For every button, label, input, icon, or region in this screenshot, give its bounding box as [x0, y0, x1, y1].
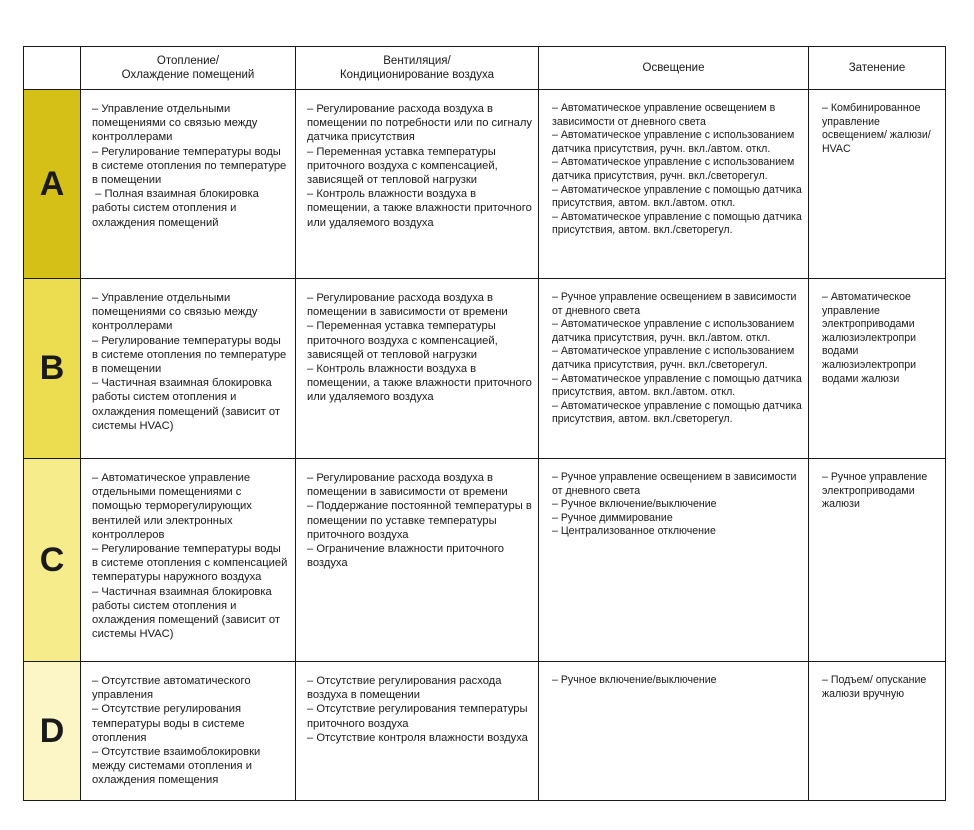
cell-b-shading [809, 279, 946, 459]
corner-cell [24, 47, 81, 90]
list-item: – Переменная уставка температуры приточного воздуха с компенсацией, зависящей от тепловой нагрузки [307, 320, 501, 361]
header-lighting: Освещение [539, 47, 809, 90]
list-item: – Регулирование температуры воды в системе отопления по температуре в помещении [92, 145, 290, 187]
list-item: – Отсутствие взаимоблокировки между системами отопления и охлаждения помещения [92, 746, 264, 787]
class-letter-a: A [24, 90, 81, 279]
header-row [24, 47, 946, 90]
cell-c-ventilation [296, 459, 539, 662]
header-shading: Затенение [809, 47, 946, 90]
list-item: – Автоматическое управление освещением в зависимости от дневного света [552, 102, 779, 128]
list-item: – Контроль влажности воздуха в помещении, а также влажности приточного или удаляемого воздуха [307, 363, 535, 404]
cell-d-ventilation [296, 662, 539, 801]
list-item: – Автоматическое управление с помощью датчика присутствия, автом. вкл./автом. откл. [552, 183, 805, 210]
list-item: – Ограничение влажности приточного воздуха [307, 543, 508, 570]
list-item: – Частичная взаимная блокировка работы систем отопления и охлаждения помещений (зависит от системы HVAC) [92, 377, 284, 432]
list-item: – Автоматическое управление с помощью датчика присутствия, автом. вкл./светорегул. [552, 210, 805, 237]
list-item: – Автоматическое управление отдельными помещениями с помощью терморегулирующих вентилей или электронных контроллеров [92, 472, 255, 541]
list-item: – Ручное диммирование [552, 511, 673, 524]
list-item: – Регулирование температуры воды в системе отопления с компенсацией температуры наружного воздуха [92, 543, 291, 584]
cell-c-lighting [539, 459, 809, 662]
list-item: – Автоматическое управление электроприводами жалюзиэлектропри водами жалюзиэлектропри водами жалюзи [822, 291, 920, 385]
header-ventilation: Вентиляция/ Кондиционирование воздуха [296, 47, 539, 90]
cell-a-lighting [539, 90, 809, 279]
cell-d-lighting [539, 662, 809, 801]
list-item: – Отсутствие автоматического управления [92, 675, 254, 702]
list-item: – Подъем/ опускание жалюзи вручную [822, 674, 930, 700]
cell-a-heating [81, 90, 296, 279]
cell-a-ventilation [296, 90, 539, 279]
list-item: – Автоматическое управление с использованием датчика присутствия, ручн. вкл./автом. откл. [552, 129, 798, 155]
list-item: – Автоматическое управление с помощью датчика присутствия, автом. вкл./светорегул. [552, 399, 805, 426]
list-item: – Ручное управление электроприводами жалюзи [822, 471, 931, 511]
cell-c-shading [809, 459, 946, 662]
list-item: – Полная взаимная блокировка работы систем отопления и охлаждения помещений [92, 188, 263, 229]
list-item: – Автоматическое управление с помощью датчика присутствия, автом. вкл./автом. откл. [552, 372, 805, 399]
efficiency-classes-table [23, 46, 946, 801]
cell-c-heating [81, 459, 296, 662]
list-item: – Ручное включение/выключение [552, 674, 717, 686]
cell-d-heating [81, 662, 296, 801]
list-item: – Централизованное отключение [552, 525, 716, 538]
list-item: – Автоматическое управление с использованием датчика присутствия, ручн. вкл./автом. откл. [552, 318, 798, 344]
list-item: – Отсутствие контроля влажности воздуха [307, 731, 528, 744]
list-item: – Ручное управление освещением в зависимости от дневного света [552, 291, 800, 317]
list-item: – Поддержание постоянной температуры в помещении по уставке температуры приточного воздуха [307, 500, 535, 541]
list-item: – Ручное управление освещением в зависимости от дневного света [552, 471, 800, 497]
list-item: – Ручное включение/выключение [552, 498, 717, 511]
list-item: – Контроль влажности воздуха в помещении, а также влажности приточного или удаляемого воздуха [307, 188, 535, 229]
header-heating: Отопление/ Охлаждение помещений [81, 47, 296, 90]
list-item: – Переменная уставка температуры приточного воздуха с компенсацией, зависящей от тепловой нагрузки [307, 145, 501, 187]
list-item: – Регулирование расхода воздуха в помещении в зависимости от времени [307, 472, 508, 499]
class-letter-b: B [24, 279, 81, 459]
list-item: – Регулирование расхода воздуха в помещении в зависимости от времени [307, 292, 508, 319]
class-letter-d: D [24, 662, 81, 801]
list-item: – Автоматическое управление с использованием датчика присутствия, ручн. вкл./светорегул. [552, 156, 798, 182]
cell-d-shading [809, 662, 946, 801]
cell-a-shading [809, 90, 946, 279]
list-item: – Регулирование температуры воды в системе отопления по температуре в помещении [92, 334, 290, 376]
list-item: – Отсутствие регулирования расхода воздуха в помещении [307, 675, 505, 702]
class-letter-c: C [24, 459, 81, 662]
class-row-c [24, 459, 946, 662]
list-item: – Отсутствие регулирования температуры приточного воздуха [307, 703, 531, 730]
cell-b-heating [81, 279, 296, 459]
cell-b-lighting [539, 279, 809, 459]
list-item: – Частичная взаимная блокировка работы систем отопления и охлаждения помещений (зависит от системы HVAC) [92, 585, 284, 641]
class-row-d [24, 662, 946, 801]
list-item: – Комбинированное управление освещением/ жалюзи/ HVAC [822, 102, 934, 155]
class-row-b [24, 279, 946, 459]
list-item: – Автоматическое управление с использованием датчика присутствия, ручн. вкл./светорегул. [552, 345, 798, 371]
list-item: – Управление отдельными помещениями со связью между контроллерами [92, 292, 261, 333]
class-row-a [24, 90, 946, 279]
list-item: – Управление отдельными помещениями со связью между контроллерами [92, 103, 261, 144]
list-item: – Регулирование расхода воздуха в помещении по потребности или по сигналу датчика присутствия [307, 103, 536, 144]
cell-b-ventilation [296, 279, 539, 459]
list-item: – Отсутствие регулирования температуры воды в системе отопления [92, 703, 248, 744]
